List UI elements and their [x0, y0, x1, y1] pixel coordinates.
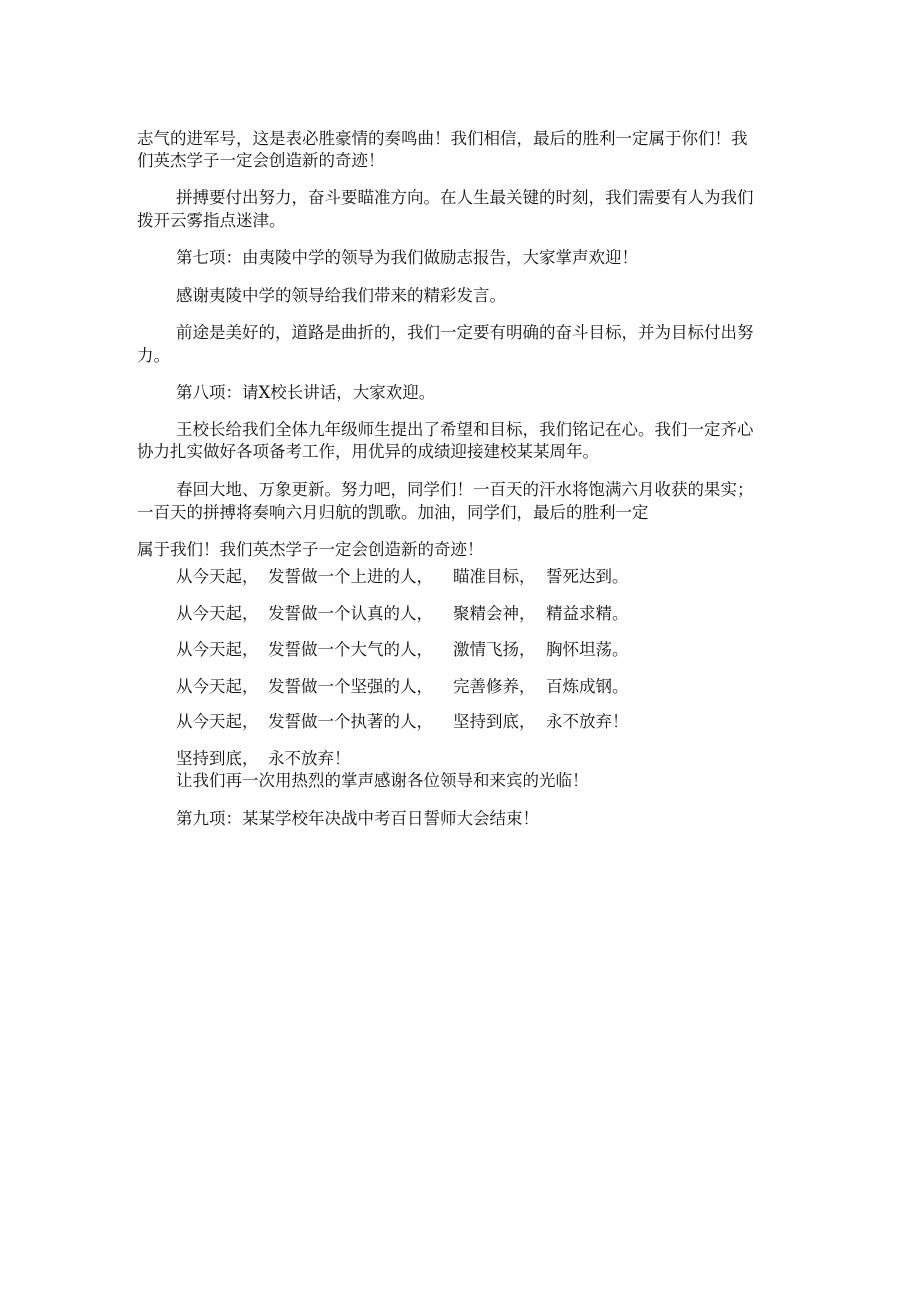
oath-part: 精益求精。: [546, 604, 629, 623]
closing-part: 永不放弃！: [268, 749, 351, 768]
oath-part: 激情飞扬，: [453, 640, 536, 659]
oath-part: 发誓做一个大气的人，: [268, 640, 433, 659]
closing-line: [176, 748, 816, 770]
paragraph-line: 们英杰学子一定会创造新的奇迹！: [137, 151, 385, 170]
oath-line: [176, 676, 816, 698]
oath-part: 从今天起，: [176, 640, 259, 659]
agenda-item-7: 第七项：由夷陵中学的领导为我们做励志报告，大家掌声欢迎！: [176, 248, 638, 267]
oath-part: 百炼成钢。: [546, 677, 629, 696]
oath-part: 瞄准目标，: [453, 567, 536, 586]
oath-line: [176, 566, 816, 588]
paragraph-line: 感谢夷陵中学的领导给我们带来的精彩发言。: [176, 286, 506, 305]
paragraph-line: 协力扎实做好各项备考工作，用优异的成绩迎接建校某某周年。: [137, 442, 599, 461]
oath-line: [176, 639, 816, 661]
paragraph-line: 力。: [137, 346, 170, 365]
oath-part: 从今天起，: [176, 712, 259, 731]
oath-part: 发誓做一个上进的人，: [268, 567, 433, 586]
oath-part: 从今天起，: [176, 567, 259, 586]
paragraph-line: 春回大地、万象更新。努力吧，同学们！一百天的汗水将饱满六月收获的果实；: [176, 480, 754, 499]
oath-part: 发誓做一个认真的人，: [268, 604, 433, 623]
oath-line: [176, 711, 816, 733]
oath-part: 完善修养，: [453, 677, 536, 696]
agenda-item-8: 第八项：请X校长讲话，大家欢迎。: [176, 383, 436, 402]
oath-part: 发誓做一个执著的人，: [268, 712, 433, 731]
oath-part: 聚精会神，: [453, 604, 536, 623]
oath-part: 发誓做一个坚强的人，: [268, 677, 433, 696]
thanks-line: 让我们再一次用热烈的掌声感谢各位领导和来宾的光临！: [176, 771, 589, 790]
oath-part: 坚持到底，: [453, 712, 536, 731]
paragraph-line: 拨开云雾指点迷津。: [137, 211, 286, 230]
paragraph-line: 王校长给我们全体九年级师生提出了希望和目标，我们铭记在心。我们一定齐心: [176, 420, 754, 439]
oath-part: 胸怀坦荡。: [546, 640, 629, 659]
oath-line: [176, 603, 816, 625]
agenda-item-9: 第九项：某某学校年决战中考百日誓师大会结束！: [176, 809, 539, 828]
oath-part: 誓死达到。: [546, 567, 629, 586]
paragraph-line: 拼搏要付出努力，奋斗要瞄准方向。在人生最关键的时刻，我们需要有人为我们: [176, 188, 754, 207]
paragraph-line: 属于我们！我们英杰学子一定会创造新的奇迹！: [137, 540, 484, 559]
paragraph-line: 前途是美好的，道路是曲折的，我们一定要有明确的奋斗目标，并为目标付出努: [176, 323, 754, 342]
oath-part: 永不放弃！: [546, 712, 629, 731]
paragraph-line: 一百天的拼搏将奏响六月归航的凯歌。加油，同学们，最后的胜利一定: [137, 503, 649, 522]
oath-part: 从今天起，: [176, 677, 259, 696]
closing-part: 坚持到底，: [176, 749, 259, 768]
oath-part: 从今天起，: [176, 604, 259, 623]
paragraph-line: 志气的进军号，这是表必胜豪情的奏鸣曲！我们相信，最后的胜利一定属于你们！我: [137, 129, 748, 148]
